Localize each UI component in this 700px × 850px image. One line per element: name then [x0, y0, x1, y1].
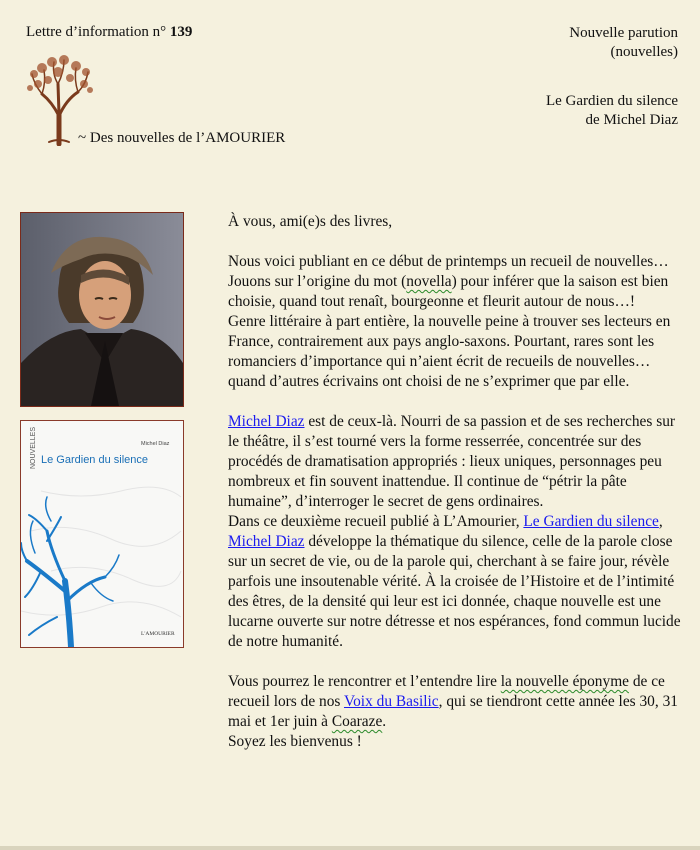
cover-author: Michel Diaz: [141, 441, 170, 447]
bottom-border: [0, 846, 700, 850]
book-author: de Michel Diaz: [585, 112, 678, 128]
event-text-a: Vous pourrez le rencontrer et l’entendre lire: [228, 673, 501, 690]
paragraph-event: [228, 672, 684, 732]
release-label: Nouvelle parution: [569, 25, 678, 41]
cover-title: Le Gardien du silence: [41, 454, 149, 466]
release-type: [546, 24, 678, 43]
greeting: À vous, ami(e)s des livres,: [228, 213, 393, 230]
intro-text-b: ) pour inférer que la saison est bien choisie, quand tout renaît, bourgeonne et fleurit autour de nous…!: [228, 273, 669, 310]
release-subtype: (nouvelles): [610, 44, 678, 60]
intro-text-a: Nous voici publiant en ce début de printemps un recueil de nouvelles… Jouons sur l’origine du mot (: [228, 253, 669, 290]
event-text-d: .: [382, 713, 387, 730]
release-info: [546, 24, 678, 130]
author-photo: [20, 212, 184, 407]
paragraph-book: [228, 512, 684, 652]
paragraph-genre: Genre littéraire à part entière, la nouvelle peine à trouver ses lecteurs en France, contrairement aux pays anglo-saxons. Pourtant, rares sont les romanciers d’importance qui n’aient écrit de recueils de nouvelles… quand d’autres écrivains ont choisi de ne s’exprimer que par elle.: [228, 313, 671, 390]
paragraph-author: [228, 412, 684, 512]
novella-word: novella: [406, 273, 452, 290]
event-text-c: , qui se tiendront cette année les 30, 31 mai et 1er juin à: [228, 693, 678, 730]
newsletter-number: 139: [169, 24, 193, 40]
author-paragraph-text: est de ceux-là. Nourri de sa passion et de ses recherches sur le théâtre, il s’est tourné vers la forme resserrée, concentrée sur des procédés de dramatisation appropriés : lieux uniques, personnages peu nombreux et fin souvent inattendue. Il continue de “pétrir la pâte humaine”, d’interroger le secret de gens ordinaires.: [228, 413, 676, 510]
tagline: ~ Des nouvelles de l’AMOURIER: [78, 130, 286, 146]
place-name: Coaraze: [331, 713, 383, 730]
book-paragraph-text-a: Dans ce deuxième recueil publié à L’Amourier,: [228, 513, 524, 530]
book-paragraph-text-b: développe la thématique du silence, celle de la parole close sur un secret de vie, ou de la parole qui, cherchant à se faire jour, révèle parfois une insoutenable vérité. À la croisée de l’Histoire et de l’intimité des êtres, de la densité qui leur est ici donnée, chaque nouvelle est une lucarne ouverte sur notre détresse et nos espérances, fond commun lucide de notre humanité.: [228, 533, 681, 650]
book-title: Le Gardien du silence: [545, 93, 678, 109]
voix-du-basilic-link[interactable]: Voix du Basilic: [343, 693, 439, 710]
event-text-b: de ce recueil lors de nos: [228, 673, 665, 710]
cover-spine-label: NOUVELLES: [30, 426, 37, 469]
author-link-2[interactable]: Michel Diaz: [228, 533, 305, 550]
author-link[interactable]: Michel Diaz: [228, 413, 305, 430]
paragraph-intro: [228, 252, 684, 312]
newsletter-number-line: [26, 24, 192, 41]
book-title-link[interactable]: Le Gardien du silence: [523, 513, 659, 530]
book-cover-image: [20, 420, 184, 648]
letter-body: [228, 212, 684, 752]
newsletter-prefix: Lettre d’information n°: [26, 24, 167, 40]
closing: Soyez les bienvenus !: [228, 733, 362, 750]
separator: ,: [658, 513, 663, 530]
eponymous-novella-text: la nouvelle éponyme: [500, 673, 629, 690]
cover-publisher: L'AMOURIER: [141, 631, 175, 637]
